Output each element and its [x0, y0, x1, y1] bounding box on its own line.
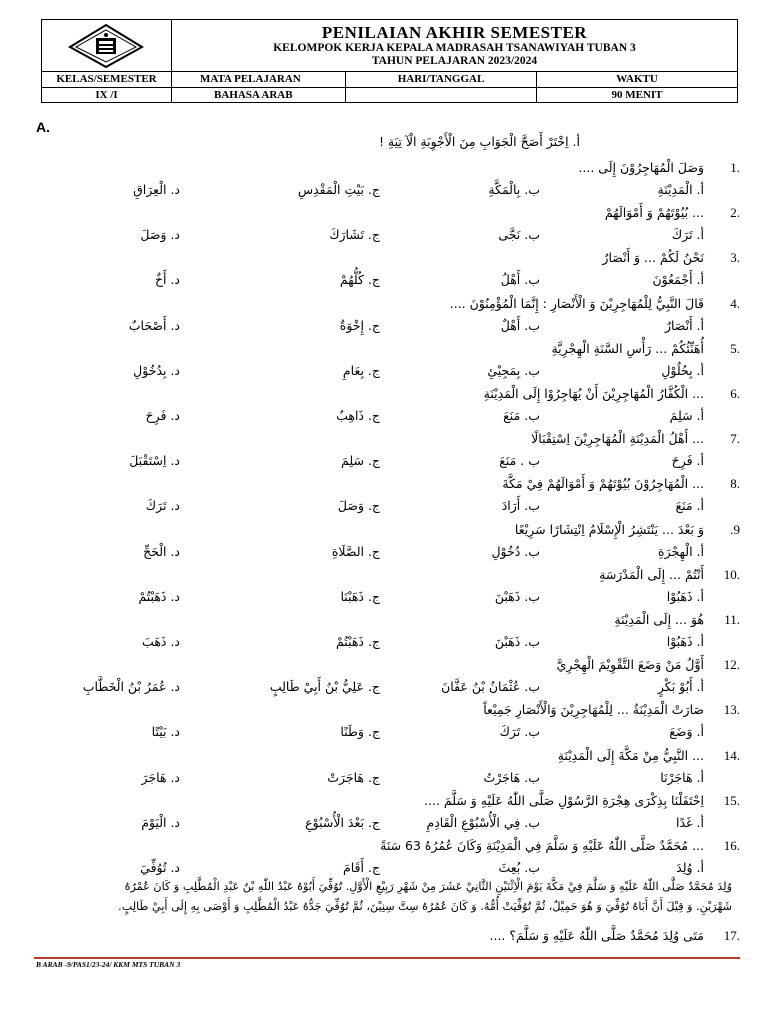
question-number: 14. [723, 747, 740, 763]
question-4 [40, 296, 740, 316]
option-b: ب. عُثْمَانُ بْنُ عَفَّانَ [441, 679, 540, 695]
question-text: نَحْنُ لَكُمْ ... وَ أَنْصَارٌ [602, 250, 704, 266]
question-number: 1. [730, 160, 740, 175]
options-row [40, 679, 740, 699]
options-row [40, 544, 740, 564]
options-row [40, 272, 740, 292]
option-b: ب. أَهْلٌ [500, 317, 540, 333]
question-text: قَالَ النَّبِيُّ لِلْمُهَاجِرِيْنَ وَ الْأَنْصَارِ : إِنَّمَا الْمُؤْمِنُوْنَ .... [449, 295, 704, 311]
reading-passage [42, 877, 732, 917]
option-c: ج. أَقَامَ [342, 860, 380, 875]
exam-header [41, 19, 738, 103]
section-label: A. [36, 119, 50, 135]
question-text: ... النَّبِيُّ مِنْ مَكَّةَ إِلَى الْمَدِيْنَةِ [557, 747, 704, 763]
question-3 [40, 250, 740, 270]
options-row [40, 815, 740, 835]
option-d: د. هَاجَرَ [141, 769, 180, 785]
question-text: ... بُيُوْتَهُمْ وَ أَمْوَالَهُمْ [604, 205, 704, 221]
option-a: أ. فَرِحَ [671, 453, 704, 469]
option-a: أ. أَبُوْ بَكْرٍ [657, 679, 704, 695]
question-1 [40, 160, 740, 180]
question-number: 3. [730, 250, 740, 266]
question-number: 8. [730, 476, 740, 492]
option-b: ب. فِي الْأُسْبُوْعِ الْقَادِمِ [426, 814, 540, 830]
option-c: ج. سَلِمَ [341, 453, 380, 469]
question-16 [40, 838, 740, 858]
option-c: ج. بِعَامِ [342, 362, 380, 378]
question-5 [40, 341, 740, 361]
option-b: ب. ذَهَبْنَ [494, 588, 540, 604]
option-b: ب. نَجَّى [498, 227, 540, 243]
question-number: 12. [723, 657, 740, 673]
options-row [40, 589, 740, 609]
option-b: ب. تَرَكَ [499, 724, 540, 740]
option-d: د. الْحَجِّ [143, 543, 180, 559]
option-a: أ. وُلِدَ [676, 860, 704, 875]
options-row [40, 634, 740, 654]
option-c: ج. تَشَارَكَ [329, 227, 380, 243]
question-text: أَنْتُمْ ... إِلَى الْمَدْرَسَةِ [599, 566, 704, 582]
option-d: د. الْعِرَاقِ [133, 182, 180, 197]
option-c: ج. بَيْتِ الْمَقْدِسِ [297, 182, 380, 197]
question-text: ... أَهْلُ الْمَدِيْنَةِ الْمُهَاجِرِيْنَ اِسْتِقْبَالًا [531, 431, 704, 447]
option-c: ج. كُلُّهُمْ [339, 272, 380, 288]
option-b: ب . مَنَعَ [499, 453, 540, 469]
option-b: ب. هَاجَرْتُ [483, 769, 540, 785]
exam-organizer: KELOMPOK KERJA KEPALA MADRASAH TSANAWIYAH TUBAN 3 [273, 42, 636, 54]
question-11 [40, 612, 740, 632]
option-c: ج. ذَاهِبٌ [336, 408, 380, 423]
options-row [40, 498, 740, 518]
options-row [40, 770, 740, 790]
option-a: أ. ذَهَبُوْا [666, 634, 704, 649]
options-row [40, 724, 740, 744]
question-12 [40, 657, 740, 677]
option-b: ب. ذَهَبْنَ [494, 634, 540, 649]
question-number: 7. [730, 431, 740, 447]
question-number: 4. [730, 295, 740, 311]
option-b: ب. بُعِثَ [498, 860, 540, 875]
value-class-semester: IX /I [42, 88, 172, 102]
academic-year: TAHUN PELAJARAN 2023/2024 [371, 55, 538, 67]
option-a: أ. وَضَعَ [669, 724, 704, 740]
question-9 [40, 522, 740, 542]
options-row [40, 318, 740, 338]
option-d: د. الْيَوْمَ [141, 814, 180, 830]
header-title-block [172, 20, 737, 71]
option-c: ج. ذَهَبْتُمْ [335, 634, 380, 649]
question-text: وَصَلَ الْمُهَاجِرُوْنَ إِلَى .... [578, 160, 704, 175]
option-b: ب. بِمَجِيْئِ [487, 362, 540, 378]
question-text: اِحْتَفَلْنَا بِذِكْرَى هِجْرَةِ الرَّسُوْلِ صَلَّى اللّٰهُ عَلَيْهِ وَ سَلَّمَ .... [424, 792, 704, 808]
option-c: ج. بَعْدَ الْأُسْبُوْعِ [305, 814, 380, 830]
option-a: أ. سَلِمَ [669, 408, 704, 423]
value-subject: BAHASA ARAB [172, 88, 346, 102]
option-c: ج. إِخْوَةٌ [339, 317, 380, 333]
option-d: د. ذَهَبْتُمْ [138, 588, 180, 604]
question-text: مَتَى وُلِدَ مُحَمَّدٌ صَلَّى اللّٰهُ عَلَيْهِ وَ سَلَّمَ؟ .... [489, 928, 704, 943]
footer-code: B ARAB -9/PAS1/23-24/ KKM MTS TUBAN 3 [36, 960, 181, 969]
option-d: د. أَصْحَابٌ [128, 317, 180, 333]
option-c: ج. ذَهَبْنَا [340, 588, 380, 604]
option-a: أ. غَدًا [676, 814, 704, 830]
question-number: 10. [723, 566, 740, 582]
option-d: د. تَرَكَ [145, 498, 180, 514]
question-number: .9 [730, 521, 740, 537]
question-number: 6. [730, 386, 740, 401]
option-d: د. ذَهَبَ [142, 634, 180, 649]
header-values-row [42, 87, 737, 102]
question-15 [40, 793, 740, 813]
question-17 [40, 928, 740, 948]
question-text: ... الْمُهَاجِرُوْنَ بُيُوْتَهُمْ وَ أَمْوَالَهُمْ فِيْ مَكَّةَ [502, 476, 704, 492]
option-d: د. بِدُخُوْلِ [133, 362, 180, 378]
question-text: أُهَنِّئُكُمْ ... رَأْسِ السَّنَةِ الْهِجْرِيَّةِ [551, 340, 704, 356]
question-number: 2. [730, 205, 740, 221]
option-d: د. فَرِحَ [145, 408, 180, 423]
option-a: أ. تَرَكَ [671, 227, 704, 243]
question-8 [40, 476, 740, 496]
question-number: 5. [730, 340, 740, 356]
options-row [40, 363, 740, 383]
instruction: أ. اِخْتَرْ أَصَحَّ الْجَوَابِ مِنَ الْأَجْوِبَةِ الْآ تِيَةِ ! [378, 134, 580, 149]
option-d: د. وَصَلَ [140, 227, 180, 243]
label-class-semester: KELAS/SEMESTER [42, 72, 172, 87]
value-time: 90 MENIT [611, 89, 663, 101]
logo-cell [42, 20, 172, 71]
option-d: د. اِسْتَقْبَلَ [129, 453, 180, 469]
passage-line: شَهْرَيْنِ. وَ قِيْلَ أَنَّ أَبَاهُ تُوُفِّيَ وَ هُوَ حَمِيْلٌ، ثُمَّ تُوُفِّيَتْ أُمُّهُ. وَ كَانَ عُمُرُهُ سِتَّ سِنِيْنَ، ثُمَّ تُوُفِّيَ جَدُّهُ عَبْدُ الْمُطَّلِبِ وَ أَوْصَى بِهِ إِلَى أَبِيْ طَالِبٍ. [118, 900, 732, 913]
option-a: أ. ذَهَبُوْا [666, 588, 704, 604]
question-text: أَوَّلُ مَنْ وَضَعَ التَّقْوِيْمَ الْهِجْرِيَّ [556, 657, 704, 673]
option-a: أ. أَنْصَارٌ [664, 317, 704, 333]
option-a: أ. الْهِجْرَةِ [658, 543, 704, 559]
value-day-date [346, 88, 537, 102]
question-text: هُوَ ... إِلَى الْمَدِيْنَةِ [614, 612, 704, 627]
option-b: ب. دُخُوْلِ [491, 543, 540, 559]
question-number: 13. [723, 702, 740, 718]
option-c: ج. الصَّلَاةِ [331, 543, 380, 559]
option-b: ب. بِالْمَكَّةِ [488, 182, 540, 197]
question-number: 11. [724, 612, 740, 627]
header-labels-row [42, 71, 737, 87]
option-a: أ. بِحُلُوْلِ [661, 362, 704, 378]
question-number: 15. [723, 792, 740, 808]
question-13 [40, 702, 740, 722]
footer-divider [34, 957, 740, 959]
option-a: أ. أَجْمَعُوْنَ [652, 272, 704, 288]
question-2 [40, 205, 740, 225]
option-b: ب. أَرَادَ [501, 498, 540, 514]
option-c: ج. وَصَلَ [337, 498, 380, 514]
option-c: ج. هَاجَرَتْ [327, 769, 380, 785]
question-number: 16. [723, 838, 740, 853]
question-14 [40, 748, 740, 768]
option-c: ج. وَطَنًا [340, 724, 380, 740]
question-7 [40, 431, 740, 451]
question-text: ... الْكُفَّارُ الْمُهَاجِرِيْنَ أَنْ يُهَاجِرُوْا إِلَى الْمَدِيْنَةِ [483, 386, 704, 401]
options-row [40, 408, 740, 428]
label-time: WAKTU [616, 73, 658, 85]
exam-title: PENILAIAN AKHIR SEMESTER [321, 23, 588, 42]
option-b: ب. أَهْلُ [500, 272, 540, 288]
label-day-date: HARI/TANGGAL [346, 72, 537, 87]
passage-line: وُلِدَ مُحَمَّدٌ صَلَّى اللّٰهُ عَلَيْهِ وَ سَلَّمَ فِيْ مَكَّةَ يَوْمَ الْاِثْنَيْنِ الثَّانِيْ عَشَرَ مِنْ شَهْرِ رَبِيْعِ الْأَوَّلِ. تُوُفِّيَ أَبُوْهُ عَبْدُ اللّٰهِ بْنُ عَبْدِ الْمُطَّلِبِ وَ كَانَ عُمْرُهُ [124, 880, 732, 893]
options-row [40, 453, 740, 473]
question-text: ... مُحَمَّدٌ صَلَّى اللّٰهُ عَلَيْهِ وَ سَلَّمَ فِي الْمَدِيْنَةِ وَكَانَ عُمُرُهُ 63 سَنَةً [380, 838, 704, 853]
option-a: أ. هَاجَرْنَا [660, 769, 704, 785]
option-b: ب. مَنَعَ [503, 408, 540, 423]
question-10 [40, 567, 740, 587]
question-number: 17. [723, 928, 740, 943]
kkm-logo-icon [66, 23, 146, 69]
options-row [40, 182, 740, 202]
options-row [40, 227, 740, 247]
option-c: ج. عَلِيُّ بْنُ أَبِيْ طَالِبٍ [269, 679, 380, 695]
question-text: صَارَتْ الْمَدِيْنَةُ ... لِلْمُهَاجِرِيْنَ وَالْأَنْصَارِ جَمِيْعاً [483, 702, 704, 718]
label-subject: MATA PELAJARAN [172, 72, 346, 87]
option-d: د. أَخٌ [154, 272, 180, 288]
option-a: أ. مَنَعَ [675, 498, 704, 514]
option-d: د. تُوُفِّيَ [140, 860, 180, 875]
question-6 [40, 386, 740, 406]
option-d: د. بَيْتًا [151, 724, 180, 740]
question-text: وَ بَعْدَ ... يَنْتَشِرُ الْإِسْلَامُ اِنْتِشَارًا سَرِيْعًا [514, 521, 704, 537]
option-d: د. عُمَرُ بْنُ الْخَطَّابِ [82, 679, 180, 695]
option-a: أ. الْمَدِيْنَةِ [657, 182, 704, 197]
